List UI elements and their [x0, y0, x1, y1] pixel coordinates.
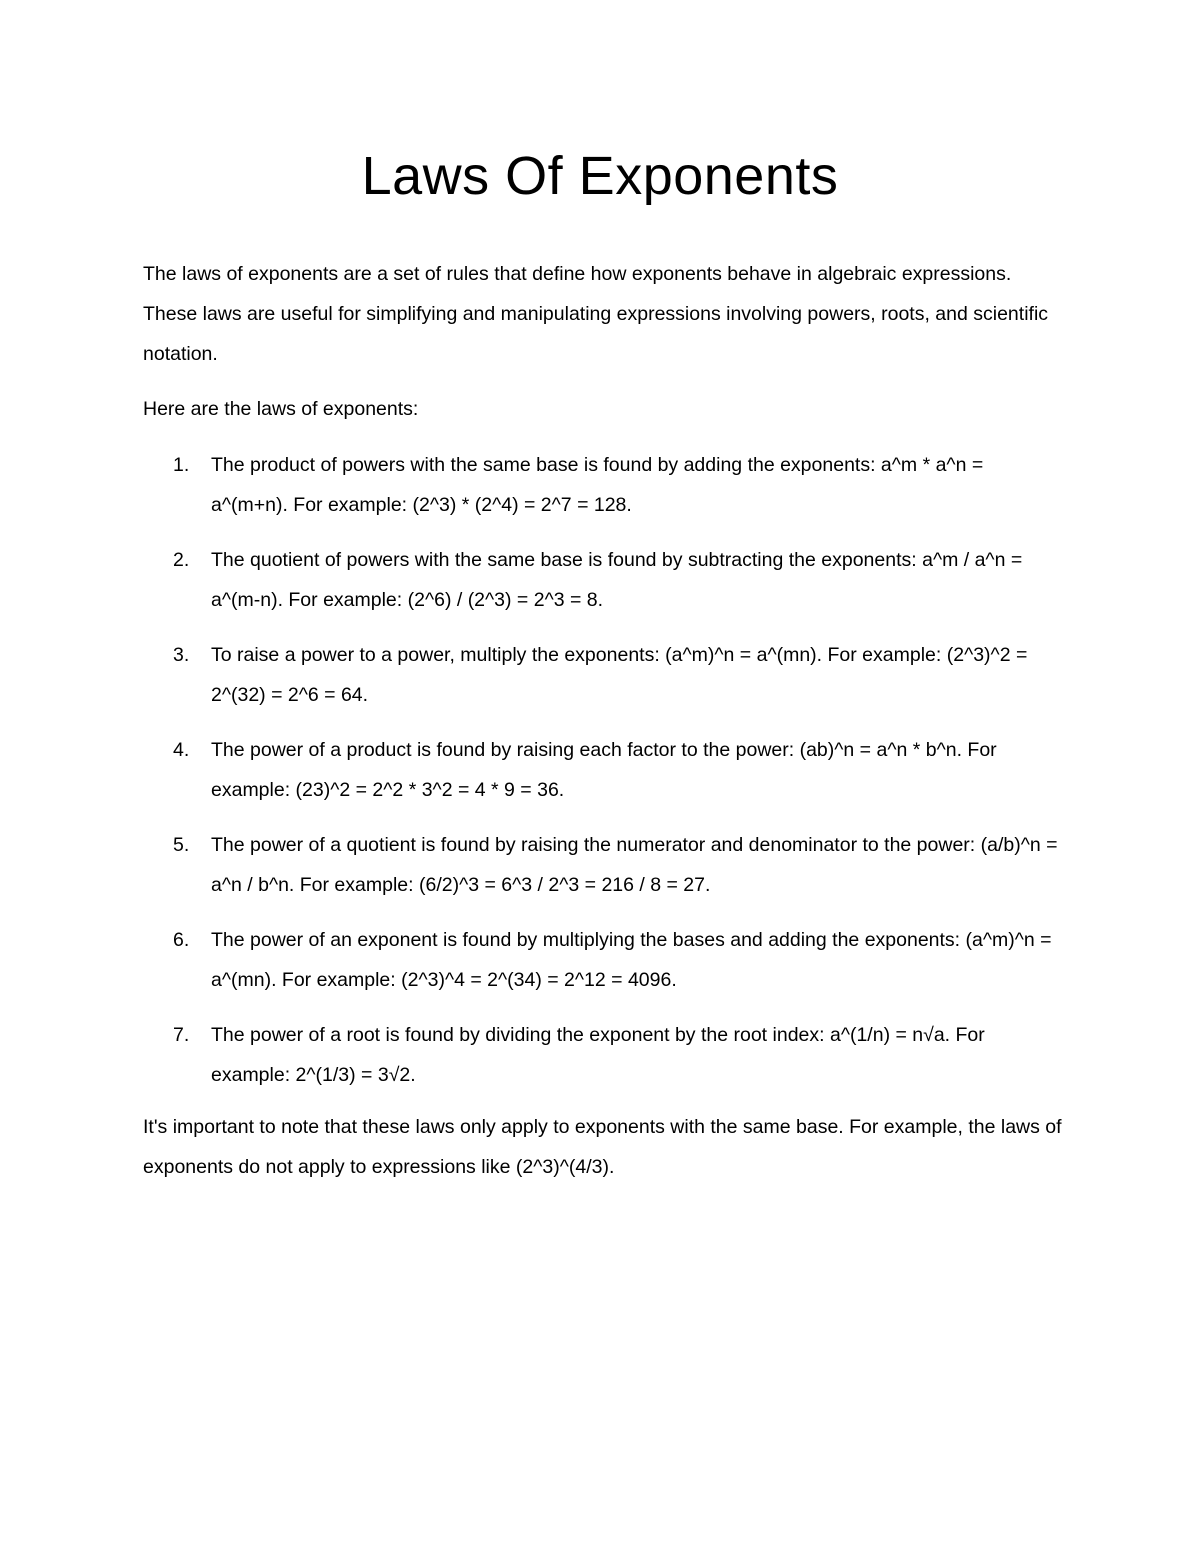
page-title: Laws Of Exponents	[361, 146, 839, 206]
list-item-text: The power of an exponent is found by multiplying the bases and adding the exponents: (a^m)^n = a^(mn). For example: (2^3)^4 = 2^(34) = 2^12 = 4096.	[211, 929, 1052, 991]
list-item-law-6	[143, 920, 1063, 1000]
lead-paragraph: Here are the laws of exponents:	[143, 398, 419, 420]
list-item-law-3	[143, 635, 1063, 715]
list-item-text: The power of a root is found by dividing the exponent by the root index: a^(1/n) = n√a. For example: 2^(1/3) = 3√2.	[211, 1024, 985, 1086]
list-item-text: To raise a power to a power, multiply the exponents: (a^m)^n = a^(mn). For example: (2^3)^2 = 2^(32) = 2^6 = 64.	[211, 644, 1028, 706]
list-item-text: The power of a quotient is found by raising the numerator and denominator to the power: (a/b)^n = a^n / b^n. For example: (6/2)^3 = 6^3 / 2^3 = 216 / 8 = 27.	[211, 834, 1058, 896]
list-item-number: 6.	[173, 929, 190, 951]
list-item-number: 4.	[173, 739, 190, 761]
list-item-number: 2.	[173, 549, 190, 571]
list-item-number: 7.	[173, 1024, 190, 1046]
outro-paragraph: It's important to note that these laws only apply to exponents with the same base. For example, the laws of exponents do not apply to expressions like (2^3)^(4/3).	[143, 1116, 1062, 1178]
list-item-law-5	[143, 825, 1063, 905]
list-item-number: 5.	[173, 834, 190, 856]
list-item-text: The power of a product is found by raising each factor to the power: (ab)^n = a^n * b^n. For example: (23)^2 = 2^2 * 3^2 = 4 * 9 = 36.	[211, 739, 997, 801]
list-item-law-7	[143, 1015, 1063, 1095]
list-item-number: 1.	[173, 454, 190, 476]
list-item-text: The product of powers with the same base is found by adding the exponents: a^m * a^n = a^(m+n). For example: (2^3) * (2^4) = 2^7 = 128.	[211, 454, 984, 516]
list-item-law-4	[143, 730, 1063, 810]
list-item-text: The quotient of powers with the same base is found by subtracting the exponents: a^m / a^n = a^(m-n). For example: (2^6) / (2^3) = 2^3 = 8.	[211, 549, 1023, 611]
list-item-law-2	[143, 540, 1063, 620]
list-item-law-1	[143, 445, 1063, 525]
intro-paragraph: The laws of exponents are a set of rules that define how exponents behave in algebraic expressions. These laws are useful for simplifying and manipulating expressions involving powers, roots, and scientific notation.	[143, 263, 1049, 365]
list-item-number: 3.	[173, 644, 190, 666]
laws-list	[143, 445, 1063, 1110]
